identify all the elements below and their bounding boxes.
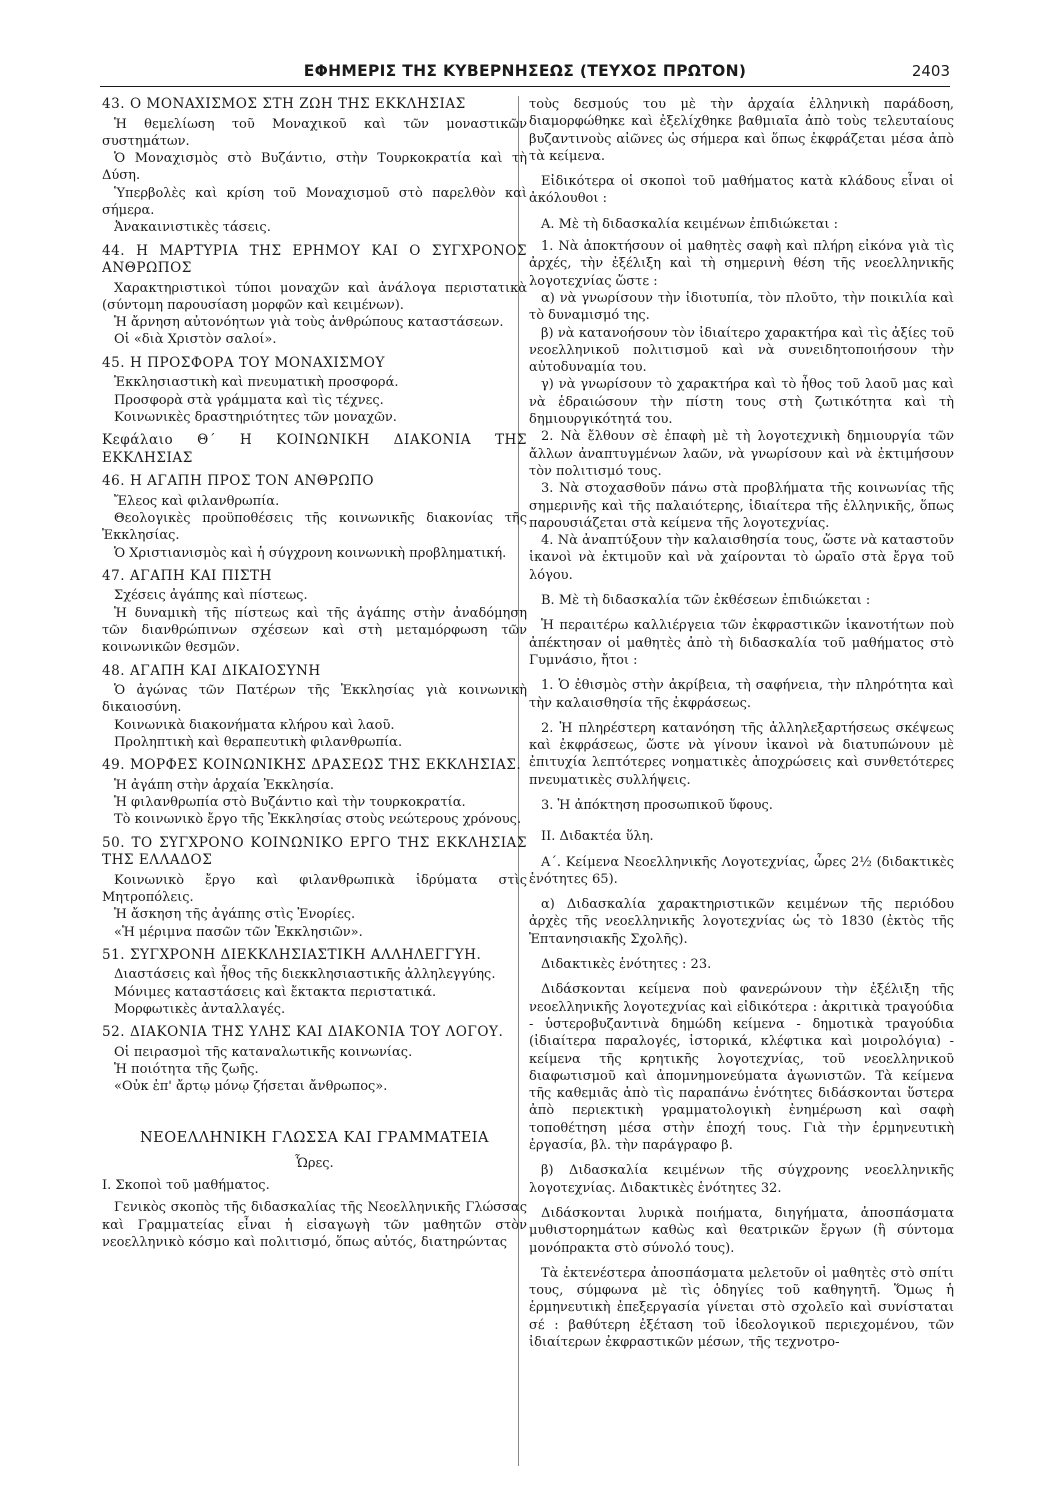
section-heading: 52. ΔΙΑΚΟΝΙΑ ΤΗΣ ΥΛΗΣ ΚΑΙ ΔΙΑΚΟΝΙΑ ΤΟΥ ΛΟΓΟΥ. [102,1024,504,1041]
paragraph: Ἡ ποιότητα τῆς ζωῆς. [114,1061,259,1077]
paragraph: Κοινωνικὲς δραστηριότητες τῶν μοναχῶν. [114,409,397,425]
section-heading: 44. Η ΜΑΡΤΥΡΙΑ ΤΗΣ ΕΡΗΜΟΥ ΚΑΙ Ο ΣΥΓΧΡΟΝΟΣ ΑΝΘΡΩΠΟΣ [102,242,527,277]
paragraph: Εἰδικότερα οἱ σκοποὶ τοῦ μαθήματος κατὰ κλάδους εἶναι οἱ ἀκόλουθοι : [529,174,954,207]
paragraph: Οἱ «διὰ Χριστὸν σαλοί». [114,332,277,348]
right-column [529,96,954,1351]
section-heading: 46. Η ΑΓΑΠΗ ΠΡΟΣ ΤΟΝ ΑΝΘΡΩΠΟ [102,473,374,490]
paragraph: Ἡ ἀγάπη στὴν ἀρχαία Ἐκκλησία. [114,777,335,793]
paragraph: Προσφορὰ στὰ γράμματα καὶ τὶς τέχνες. [114,392,384,408]
paragraph: Χαρακτηριστικοὶ τύποι μοναχῶν καὶ ἀνάλογα περιστατικὰ (σύντομη παρουσίαση μορφῶν καὶ κειμένων). [102,280,527,313]
paragraph: α) Διδασκαλία χαρακτηριστικῶν κειμένων τῆς περιόδου ἀρχὲς τῆς νεοελληνικῆς λογοτεχνίας ὡς τὸ 1830 (ἐκτὸς τῆς Ἑπτανησιακῆς Σχολῆς). [529,897,954,947]
paragraph: Κοινωνικὰ διακονήματα κλήρου καὶ λαοῦ. [114,717,395,733]
chapter-heading: Κεφάλαιο Θ΄ Η ΚΟΙΝΩΝΙΚΗ ΔΙΑΚΟΝΙΑ ΤΗΣ ΕΚΚΛΗΣΙΑΣ [102,432,527,466]
paragraph: Ἀνακαινιστικὲς τάσεις. [114,220,271,236]
paragraph: 1. Νὰ ἀποκτήσουν οἱ μαθητὲς σαφὴ καὶ πλήρη εἰκόνα γιὰ τὶς ἀρχές, τὴν ἐξέλιξη καὶ τὴ σημερινὴ θέση τῆς νεοελληνικῆς λογοτεχνίας ὥστε : [529,239,954,289]
paragraph: Ὁ ἀγώνας τῶν Πατέρων τῆς Ἐκκλησίας γιὰ κοινωνικὴ δικαιοσύνη. [102,683,527,716]
paragraph: Ἡ ἄρνηση αὐτονόητων γιὰ τοὺς ἀνθρώπους καταστάσεων. [114,315,504,331]
paragraph: 3. Νὰ στοχασθοῦν πάνω στὰ προβλήματα τῆς κοινωνίας τῆς σημερινῆς καὶ τῆς παλαιότερης, ἰδιαίτερα τῆς ἑλληνικῆς, ὅπως παρουσιάζεται στὰ κείμενα τῆς λογοτεχνίας. [529,481,954,531]
paragraph: α) νὰ γνωρίσουν τὴν ἰδιοτυπία, τὸν πλοῦτο, τὴν ποικιλία καὶ τὸ δυναμισμό της. [529,290,954,324]
paragraph: «Ἡ μέριμνα πασῶν τῶν Ἐκκλησιῶν». [114,924,363,940]
paragraph: «Οὐκ ἐπ' ἄρτῳ μόνῳ ζήσεται ἄνθρωπος». [114,1079,388,1095]
page-number: 2403 [911,62,950,80]
hours-label: Ὧρες. [295,1155,334,1171]
section-heading: 43. Ο ΜΟΝΑΧΙΣΜΟΣ ΣΤΗ ΖΩΗ ΤΗΣ ΕΚΚΛΗΣΙΑΣ [102,96,466,112]
paragraph: Διδάσκονται κείμενα ποὺ φανερώνουν τὴν ἐξέλιξη τῆς νεοελληνικῆς λογοτεχνίας καὶ εἰδικότερα : ἀκριτικὰ τραγούδια - ὑστεροβυζαντινὰ δημώδη κείμενα - δημοτικὰ τραγούδια (ἰδιαίτερα παραλογές, ἱστορικά, κλέφτικα καὶ μοιρολόγια) - κείμενα τῆς κρητικῆς λογοτεχνίας, τοῦ νεοελληνικοῦ διαφωτισμοῦ καὶ ἀπομνημονεύματα ἀγωνιστῶν. Τὰ κείμενα τῆς καθεμιᾶς ἀπὸ τὶς παραπάνω ἑνότητες διδάσκονται ὕστερα ἀπὸ περιεκτικὴ γραμματολογικὴ ἐνημέρωση καὶ σαφὴ τοποθέτηση μέσα στὴν ἐποχή τους. Γιὰ τὴν ἑρμηνευτικὴ ἐργασία, βλ. τὴν παράγραφο β. [529,982,954,1154]
section-heading: 48. ΑΓΑΠΗ ΚΑΙ ΔΙΚΑΙΟΣΥΝΗ [102,662,321,679]
left-column [102,96,527,1251]
paragraph: Ὁ Χριστιανισμὸς καὶ ἡ σύγχρονη κοινωνικὴ προβληματική. [114,545,507,561]
paragraph: Κοινωνικὸ ἔργο καὶ φιλανθρωπικὰ ἱδρύματα στὶς Μητροπόλεις. [102,872,527,905]
paragraph: τοὺς δεσμούς του μὲ τὴν ἀρχαία ἑλληνικὴ παράδοση, διαμορφώθηκε καὶ ἐξελίχθηκε βαθμιαῖα ἀπὸ τοὺς τελευταίους βυζαντινοὺς αἰῶνες ὡς σήμερα καὶ ὅπως ἐκφράζεται μέσα ἀπὸ τὰ κείμενα. [529,97,954,164]
paragraph: Οἱ πειρασμοὶ τῆς καταναλωτικῆς κοινωνίας. [114,1044,413,1060]
subject-title: ΝΕΟΕΛΛΗΝΙΚΗ ΓΛΩΣΣΑ ΚΑΙ ΓΡΑΜΜΑΤΕΙΑ [139,1129,490,1146]
header-rule [100,86,950,87]
paragraph: Γενικὸς σκοπὸς τῆς διδασκαλίας τῆς Νεοελληνικῆς Γλώσσας καὶ Γραμματείας εἶναι ἡ εἰσαγωγὴ τῶν μαθητῶν στὸν νεοελληνικὸ κόσμο καὶ πολιτισμό, ὅπως αὐτός, διατηρώντας [102,1200,527,1251]
paragraph: Β. Μὲ τὴ διδασκαλία τῶν ἐκθέσεων ἐπιδιώκεται : [541,593,871,609]
paragraph: β) Διδασκαλία κειμένων τῆς σύγχρονης νεοελληνικῆς λογοτεχνίας. Διδακτικὲς ἑνότητες 32. [529,1163,954,1196]
paragraph: 2. Ἡ πληρέστερη κατανόηση τῆς ἀλληλεξαρτήσεως σκέψεως καὶ ἐκφράσεως, ὥστε νὰ γίνουν ἱκανοὶ νὰ διατυπώνουν μὲ ἐπιτυχία λεπτότερες νοηματικὲς ἀποχρώσεις καὶ συνθετότερες πνευματικὲς συλλήψεις. [529,720,954,788]
paragraph: β) νὰ κατανοήσουν τὸν ἰδιαίτερο χαρακτήρα καὶ τὶς ἀξίες τοῦ νεοελληνικοῦ πολιτισμοῦ καὶ νὰ συνειδητοποιήσουν τὴν αὐτοδυναμία του. [529,325,954,376]
paragraph: 3. Ἡ ἀπόκτηση προσωπικοῦ ὕφους. [541,797,773,813]
section-heading: 49. ΜΟΡΦΕΣ ΚΟΙΝΩΝΙΚΗΣ ΔΡΑΣΕΩΣ ΤΗΣ ΕΚΚΛΗΣΙΑΣ. [102,757,522,774]
paragraph: 2. Νὰ ἔλθουν σὲ ἐπαφὴ μὲ τὴ λογοτεχνικὴ δημιουργία τῶν ἄλλων ἀναπτυγμένων λαῶν, νὰ γνωρίσουν καὶ νὰ ἐκτιμήσουν τὸν πολιτισμό τους. [529,429,954,479]
paragraph: Διαστάσεις καὶ ἦθος τῆς διεκκλησιαστικῆς ἀλληλεγγύης. [114,967,496,983]
paragraph: Διδακτικὲς ἑνότητες : 23. [541,957,712,973]
paragraph: γ) νὰ γνωρίσουν τὸ χαρακτήρα καὶ τὸ ἦθος τοῦ λαοῦ μας καὶ νὰ ἑδραιώσουν τὴν πίστη τους στὴ ζωτικότητα καὶ τὴ δημιουργικότητά του. [529,377,954,428]
paragraph: Α΄. Κείμενα Νεοελληνικῆς Λογοτεχνίας, ὧρες 2½ (διδακτικὲς ἑνότητες 65). [529,854,954,887]
paragraph: Τὰ ἐκτενέστερα ἀποσπάσματα μελετοῦν οἱ μαθητὲς στὸ σπίτι τους, σύμφωνα μὲ τὶς ὁδηγίες τοῦ καθηγητῆ. Ὅμως ἡ ἑρμηνευτικὴ ἐπεξεργασία γίνεται στὸ σχολεῖο καὶ συνίσταται σέ : βαθύτερη ἐξέταση τοῦ ἰδεολογικοῦ περιεχομένου, τῶν ἰδιαίτερων ἐκφραστικῶν μέσων, τῆς τεχνοτρο- [529,1265,954,1350]
section-heading: 45. Η ΠΡΟΣΦΟΡΑ ΤΟΥ ΜΟΝΑΧΙΣΜΟΥ [102,354,385,371]
page-header [100,52,950,88]
section-heading: 47. ΑΓΑΠΗ ΚΑΙ ΠΙΣΤΗ [102,567,272,584]
paragraph: Ἡ θεμελίωση τοῦ Μοναχικοῦ καὶ τῶν μοναστικῶν συστημάτων. [102,116,527,149]
paragraph: Ἡ ἄσκηση τῆς ἀγάπης στὶς Ἐνορίες. [114,907,356,923]
paragraph: Ἡ φιλανθρωπία στὸ Βυζάντιο καὶ τὴν τουρκοκρατία. [114,795,466,811]
paragraph: 4. Νὰ ἀναπτύξουν τὴν καλαισθησία τους, ὥστε νὰ καταστοῦν ἱκανοὶ νὰ ἐκτιμοῦν καὶ νὰ χαίρονται τὸ ὡραῖο στὰ ἔργα τοῦ λόγου. [529,533,954,583]
paragraph: Σχέσεις ἀγάπης καὶ πίστεως. [114,588,308,604]
paragraph: Ἔλεος καὶ φιλανθρωπία. [114,493,280,509]
paragraph: Α. Μὲ τὴ διδασκαλία κειμένων ἐπιδιώκεται : [541,216,839,232]
paragraph: 1. Ὁ ἐθισμὸς στὴν ἀκρίβεια, τὴ σαφήνεια, τὴν πληρότητα καὶ τὴν καλαισθησία τῆς ἐκφράσεως. [529,678,954,711]
paragraph: Τὸ κοινωνικὸ ἔργο τῆς Ἐκκλησίας στοὺς νεώτερους χρόνους. [114,812,522,828]
paragraph: Θεολογικὲς προϋποθέσεις τῆς κοινωνικῆς διακονίας τῆς Ἐκκλησίας. [102,510,527,544]
section-heading: 50. ΤΟ ΣΥΓΧΡΟΝΟ ΚΟΙΝΩΝΙΚΟ ΕΡΓΟ ΤΗΣ ΕΚΚΛΗΣΙΑΣ ΤΗΣ ΕΛΛΑΔΟΣ [102,834,527,869]
paragraph: Ὑπερβολὲς καὶ κρίση τοῦ Μοναχισμοῦ στὸ παρελθὸν καὶ σήμερα. [102,185,527,218]
paragraph: Ὁ Μοναχισμὸς στὸ Βυζάντιο, στὴν Τουρκοκρατία καὶ τὴ Δύση. [102,151,527,184]
paragraph: Προληπτικὴ καὶ θεραπευτικὴ φιλανθρωπία. [114,734,403,750]
paragraph: Ἐκκλησιαστικὴ καὶ πνευματικὴ προσφορά. [114,375,399,391]
paragraph: Ἡ δυναμικὴ τῆς πίστεως καὶ τῆς ἀγάπης στὴν ἀναδόμηση τῶν διανθρώπινων σχέσεων καὶ στὴ μεταμόρφωση τῶν κοινωνικῶν θεσμῶν. [102,605,527,656]
paragraph: Διδάσκονται λυρικὰ ποιήματα, διηγήματα, ἀποσπάσματα μυθιστορημάτων καθὼς καὶ θεατρικῶν ἔργων (ἢ σύντομα μονόπρακτα στὸ σύνολό τους). [529,1205,954,1256]
gazette-title: ΕΦΗΜΕΡΙΣ ΤΗΣ ΚΥΒΕΡΝΗΣΕΩΣ (ΤΕΥΧΟΣ ΠΡΩΤΟΝ) [303,62,747,80]
paragraph: ΙΙ. Διδακτέα ὕλη. [541,829,654,845]
aims-heading: Ι. Σκοποὶ τοῦ μαθήματος. [102,1178,270,1194]
paragraph: Μόνιμες καταστάσεις καὶ ἔκτακτα περιστατικά. [114,984,437,1000]
paragraph: Ἡ περαιτέρω καλλιέργεια τῶν ἐκφραστικῶν ἱκανοτήτων ποὺ ἀπέκτησαν οἱ μαθητὲς ἀπὸ τὴ διδασκαλία τοῦ μαθήματος στὸ Γυμνάσιο, ἤτοι : [529,618,954,668]
paragraph: Μορφωτικὲς ἀνταλλαγές. [114,1001,286,1017]
section-heading: 51. ΣΥΓΧΡΟΝΗ ΔΙΕΚΚΛΗΣΙΑΣΤΙΚΗ ΑΛΛΗΛΕΓΓΥΗ. [102,946,482,963]
